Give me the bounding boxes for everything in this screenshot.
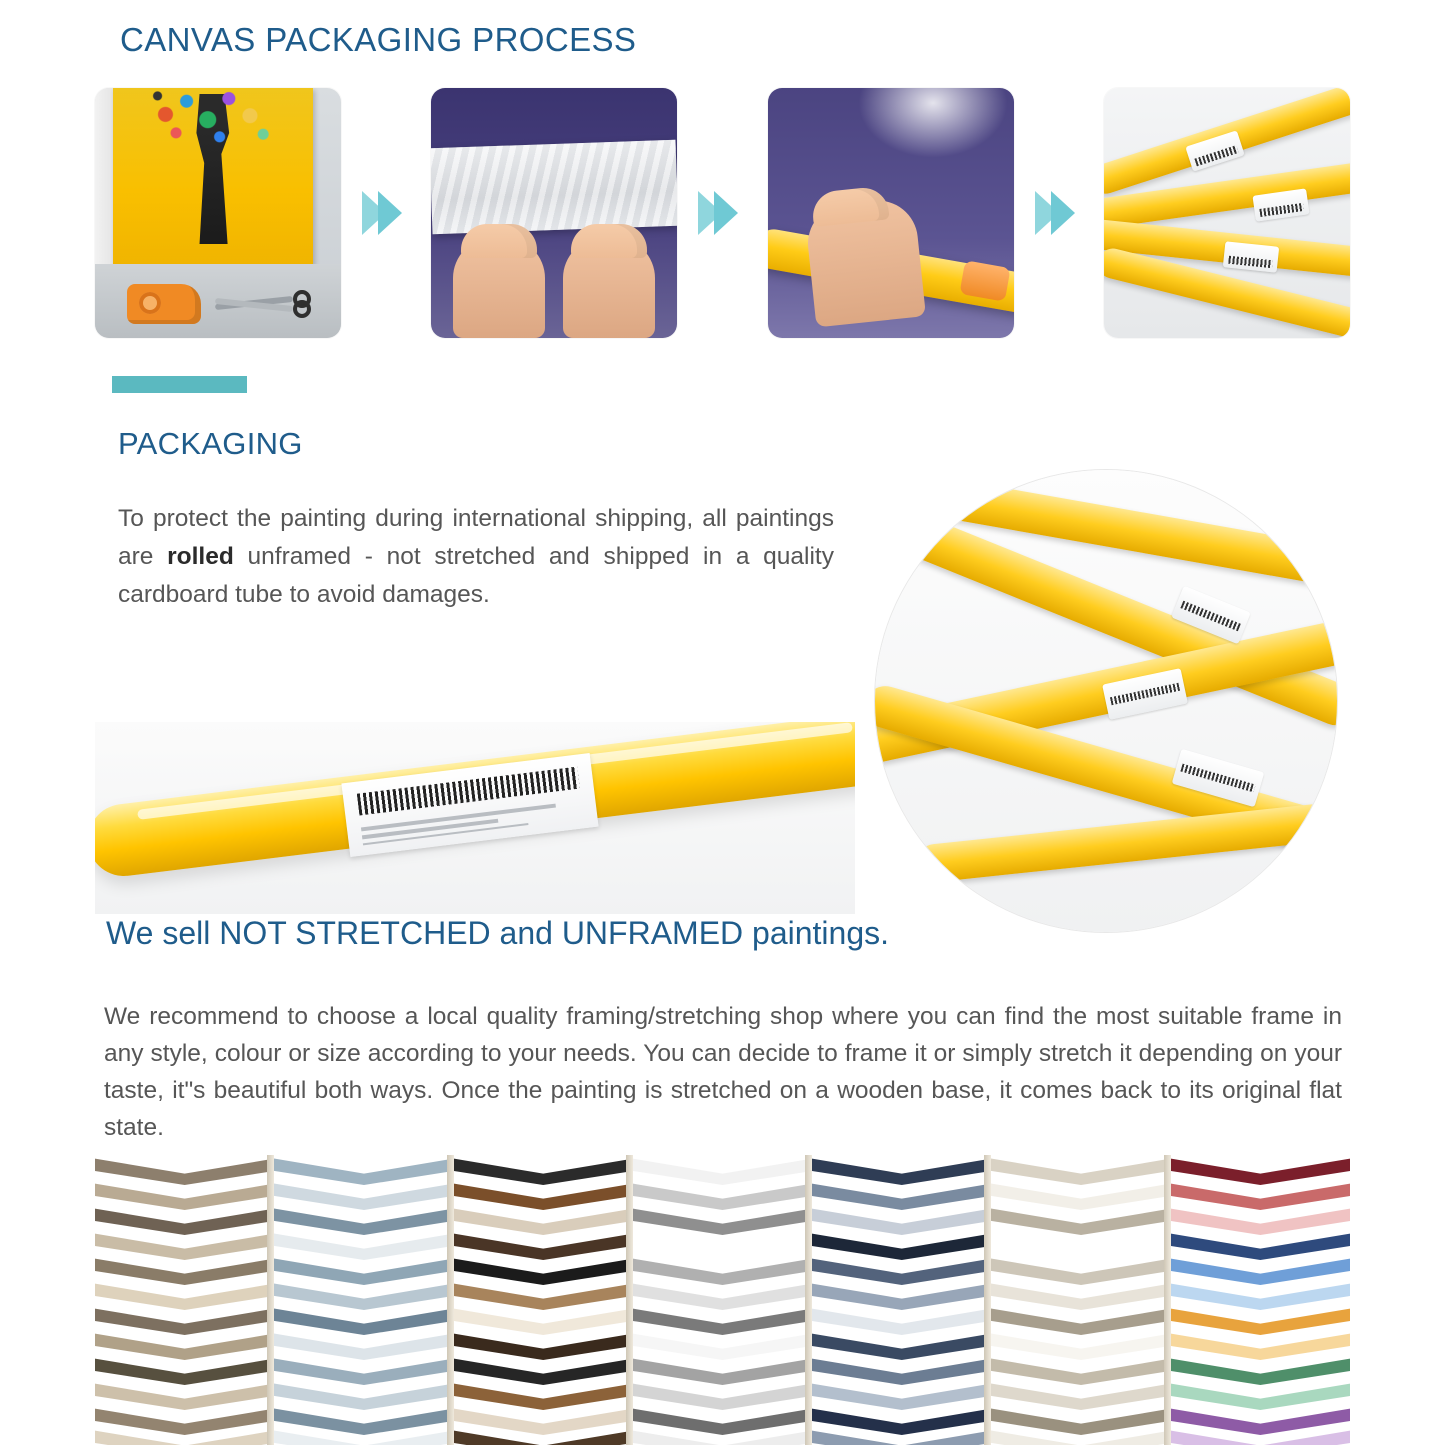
- frame-stack: [1171, 1155, 1350, 1445]
- page-title: CANVAS PACKAGING PROCESS: [95, 14, 725, 66]
- hand-left: [453, 238, 545, 338]
- packaging-text: [118, 500, 834, 614]
- chevron-right-icon: [378, 191, 402, 235]
- frame-stack: [274, 1155, 453, 1445]
- frame-stack: [95, 1155, 274, 1445]
- sales-headline: We sell NOT STRETCHED and UNFRAMED paintings.: [106, 915, 890, 951]
- accent-bar: [112, 376, 247, 393]
- packaging-text-part1: To protect the painting during international shipping, all paintings are: [118, 505, 834, 570]
- frame-stack: [454, 1155, 633, 1445]
- frame-column: [812, 1155, 991, 1445]
- rack-divider: [447, 1155, 454, 1445]
- process-strip: [95, 82, 1350, 344]
- frame-column: [991, 1155, 1170, 1445]
- paint-splatter: [147, 88, 279, 154]
- packaging-heading: PACKAGING: [118, 426, 303, 461]
- rotary-cutter-icon: [127, 284, 201, 324]
- frame-column: [95, 1155, 274, 1445]
- frame-column: [274, 1155, 453, 1445]
- rack-divider: [805, 1155, 812, 1445]
- frame-samples-photo: [95, 1155, 1350, 1445]
- chevron-right-icon: [714, 191, 738, 235]
- process-step-labelled-tubes: [1104, 88, 1350, 338]
- protective-film: [431, 140, 677, 235]
- process-step-wrap-in-film: [431, 88, 677, 338]
- frame-column: [633, 1155, 812, 1445]
- frame-column: [454, 1155, 633, 1445]
- painting-canvas: [113, 88, 313, 266]
- rolled-canvas-tube-photo: [95, 722, 855, 914]
- recommendation-text: We recommend to choose a local quality framing/stretching shop where you can find the most suitable frame in any style, colour or size according to your needs. You can decide to frame it or simply stretch it depending on your taste, it"s beautiful both ways. Once the painting is stretched on a wooden base, it comes back to its original flat state.: [104, 1003, 1342, 1141]
- frame-stack: [991, 1155, 1170, 1445]
- hand-holding-tube: [804, 197, 926, 328]
- process-step-roll-into-tube: [768, 88, 1014, 338]
- shipping-label: [1223, 241, 1279, 273]
- process-step-cut-canvas: [95, 88, 341, 338]
- shipping-label: [341, 753, 598, 857]
- frame-stack: [633, 1155, 812, 1445]
- packaging-text-bold: rolled: [167, 543, 234, 570]
- frame-column: [1171, 1155, 1350, 1445]
- scissors-icon: [215, 286, 311, 320]
- hand-right: [563, 238, 655, 338]
- rack-divider: [1164, 1155, 1171, 1445]
- rack-divider: [626, 1155, 633, 1445]
- arrow-2: [677, 82, 767, 344]
- packaging-text-part2: unframed - not stretched and shipped in a quality cardboard tube to avoid damages.: [118, 543, 834, 608]
- light-glow: [858, 88, 1008, 158]
- chevron-right-icon: [1051, 191, 1075, 235]
- rack-divider: [984, 1155, 991, 1445]
- rack-divider: [267, 1155, 274, 1445]
- arrow-3: [1014, 82, 1104, 344]
- arrow-1: [341, 82, 431, 344]
- frame-stack: [812, 1155, 991, 1445]
- tubes-bundle-circle-photo: [875, 470, 1337, 932]
